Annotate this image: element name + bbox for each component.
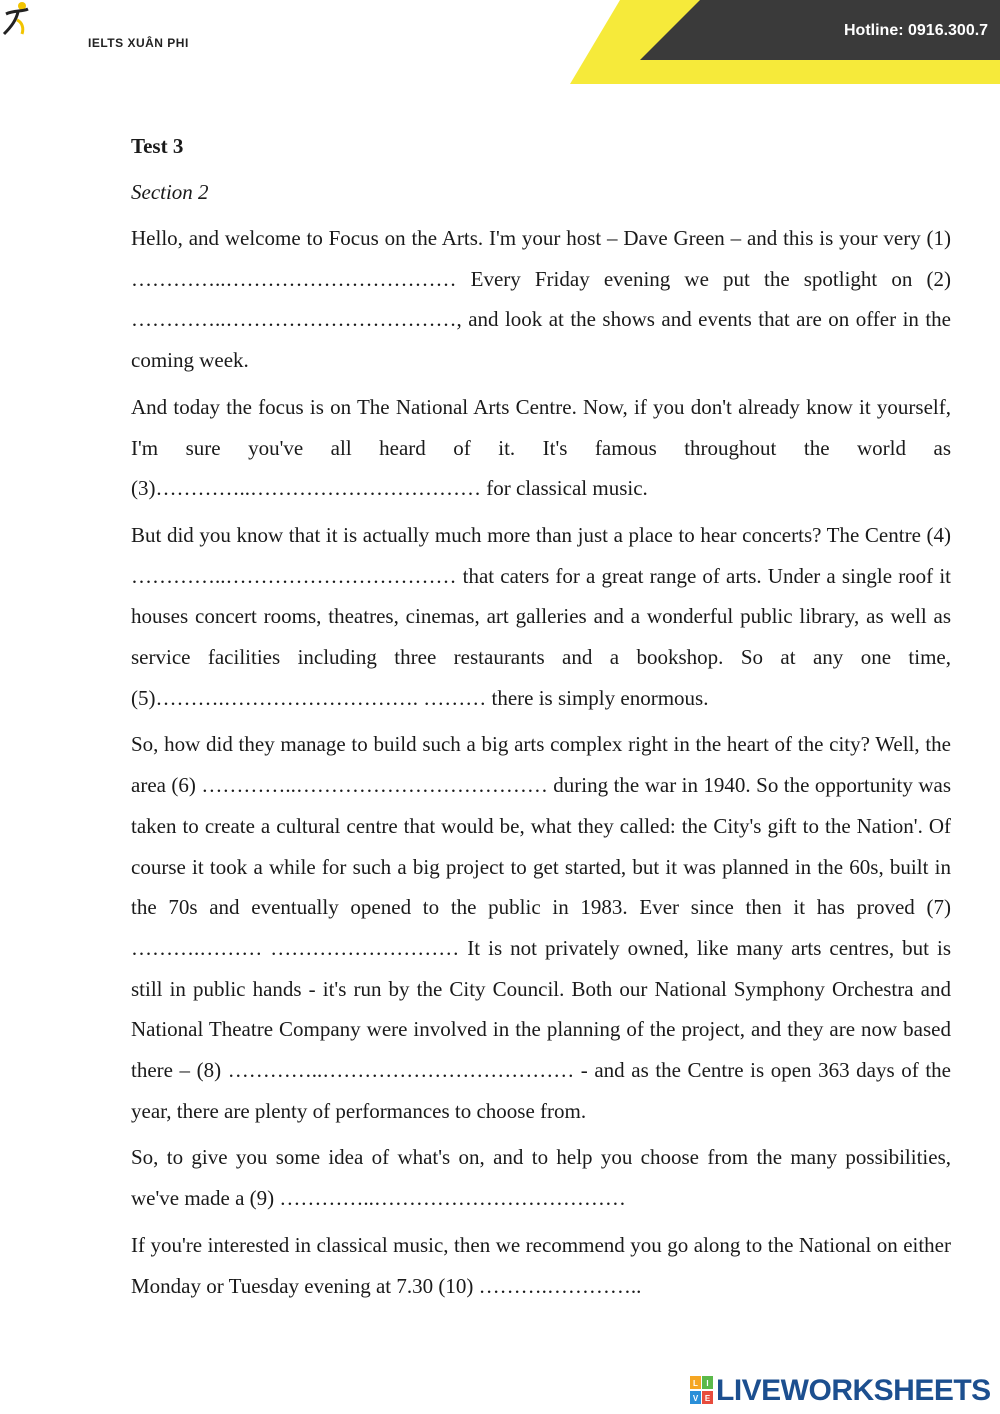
paragraph: And today the focus is on The National Arts Centre. Now, if you don't already know it yourself, I'm sure you've all heard of it. It's famous throughout the world as (3)…………..…………………………… for classical music.: [131, 394, 951, 501]
brand-logo-icon: [0, 0, 34, 38]
paragraph: If you're interested in classical music, then we recommend you go along to the National on either Monday or Tuesday evening at 7.30 (10) ……….…………..: [131, 1232, 951, 1298]
brand-name: IELTS XUÂN PHI: [88, 36, 189, 50]
hotline-text: Hotline: 0916.300.7: [844, 22, 989, 39]
paragraph: Hello, and welcome to Focus on the Arts. I'm your host – Dave Green – and this is your very (1) …………..…………………………… Every Friday evening we put the spotlight on (2) …………..……………………………, and look at the shows and events that are on offer in the coming week.: [131, 226, 951, 373]
paragraph: So, to give you some idea of what's on, and to help you choose from the many possibilities, we've made a (9) …………..………………………………: [131, 1145, 951, 1211]
worksheet-content: [131, 126, 951, 1312]
test-title: Test 3: [131, 134, 184, 158]
square-letter: I: [706, 1379, 709, 1388]
paragraph: So, how did they manage to build such a big arts complex right in the heart of the city? Well, the area (6) …………..……………………………… during the war in 1940. So the opportunity was taken to create a cultural centre that would be, what they called: the City's gift to the Nation'. Of course it took a while for such a big project to get started, but it was planned in the 60s, built in the 70s and eventually opened to the public in 1983. Ever since then it has proved (7) ……….……… ……………………… It is not privately owned, like many arts centres, but is still in public hands - it's run by the City Council. Both our National Symphony Orchestra and National Theatre Company were involved in the planning of the project, and they are now based there – (8) …………..……………………………… - and as the Centre is open 363 days of the year, there are plenty of performances to choose from.: [131, 732, 951, 1123]
square-letter: L: [693, 1379, 698, 1388]
liveworksheets-logo: [690, 1374, 990, 1408]
page-header: [0, 0, 1000, 84]
section-heading: Section 2: [131, 180, 209, 204]
paragraph: But did you know that it is actually much more than just a place to hear concerts? The Centre (4) …………..…………………………… that caters for a great range of arts. Under a single roof it houses concert rooms, theatres, cinemas, art galleries and a wonderful public library, as well as service facilities including three restaurants and a bookshop. So at any one time, (5)……….………………………. ……… there is simply enormous.: [131, 522, 951, 710]
liveworksheets-wordmark: LIVEWORKSHEETS: [716, 1374, 991, 1407]
liveworksheets-squares-icon: [690, 1376, 714, 1406]
square-letter: E: [704, 1394, 711, 1403]
square-letter: V: [692, 1394, 699, 1403]
